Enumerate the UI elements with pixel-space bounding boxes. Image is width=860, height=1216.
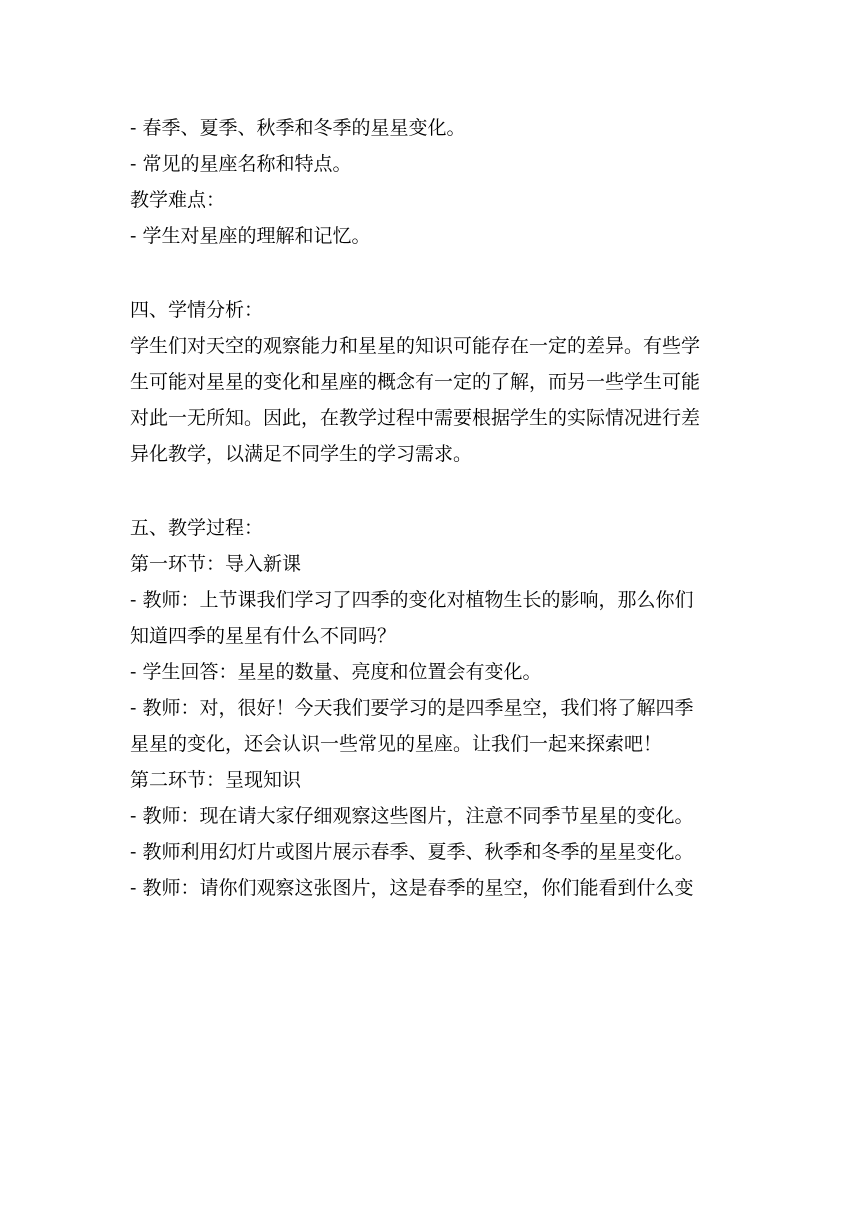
section-heading: 五、教学过程： xyxy=(130,517,264,539)
paragraph-line: - 教师：上节课我们学习了四季的变化对植物生长的影响，那么你们 xyxy=(130,589,694,611)
paragraph-line: - 教师利用幻灯片或图片展示春季、夏季、秋季和冬季的星星变化。 xyxy=(130,841,694,863)
paragraph-line: 对此一无所知。因此，在教学过程中需要根据学生的实际情况进行差 xyxy=(130,407,701,429)
paragraph-line: 星星的变化，还会认识一些常见的星座。让我们一起来探索吧！ xyxy=(130,733,663,755)
paragraph-line: 生可能对星星的变化和星座的概念有一定的了解，而另一些学生可能 xyxy=(130,371,701,393)
paragraph-line: 知道四季的星星有什么不同吗？ xyxy=(130,625,397,647)
section-3-continued xyxy=(130,110,740,254)
paragraph-line: 异化教学，以满足不同学生的学习需求。 xyxy=(130,443,473,465)
difficulty-heading: 教学难点： xyxy=(130,189,226,211)
paragraph-line: 学生们对天空的观察能力和星星的知识可能存在一定的差异。有些学 xyxy=(130,335,701,357)
paragraph-line: - 学生回答：星星的数量、亮度和位置会有变化。 xyxy=(130,661,542,683)
section-heading: 四、学情分析： xyxy=(130,299,264,321)
section-5 xyxy=(130,510,740,906)
document-page xyxy=(130,110,740,944)
key-point-line: - 常见的星座名称和特点。 xyxy=(130,153,352,175)
key-point-line: - 春季、夏季、秋季和冬季的星星变化。 xyxy=(130,117,466,139)
subsection-heading: 第一环节：导入新课 xyxy=(130,553,302,575)
difficulty-line: - 学生对星座的理解和记忆。 xyxy=(130,225,371,247)
paragraph-line: - 教师：请你们观察这张图片，这是春季的星空，你们能看到什么变 xyxy=(130,877,694,899)
section-4 xyxy=(130,292,740,472)
paragraph-line: - 教师：现在请大家仔细观察这些图片，注意不同季节星星的变化。 xyxy=(130,805,694,827)
paragraph-line: - 教师：对，很好！今天我们要学习的是四季星空，我们将了解四季 xyxy=(130,697,694,719)
subsection-heading: 第二环节：呈现知识 xyxy=(130,769,302,791)
